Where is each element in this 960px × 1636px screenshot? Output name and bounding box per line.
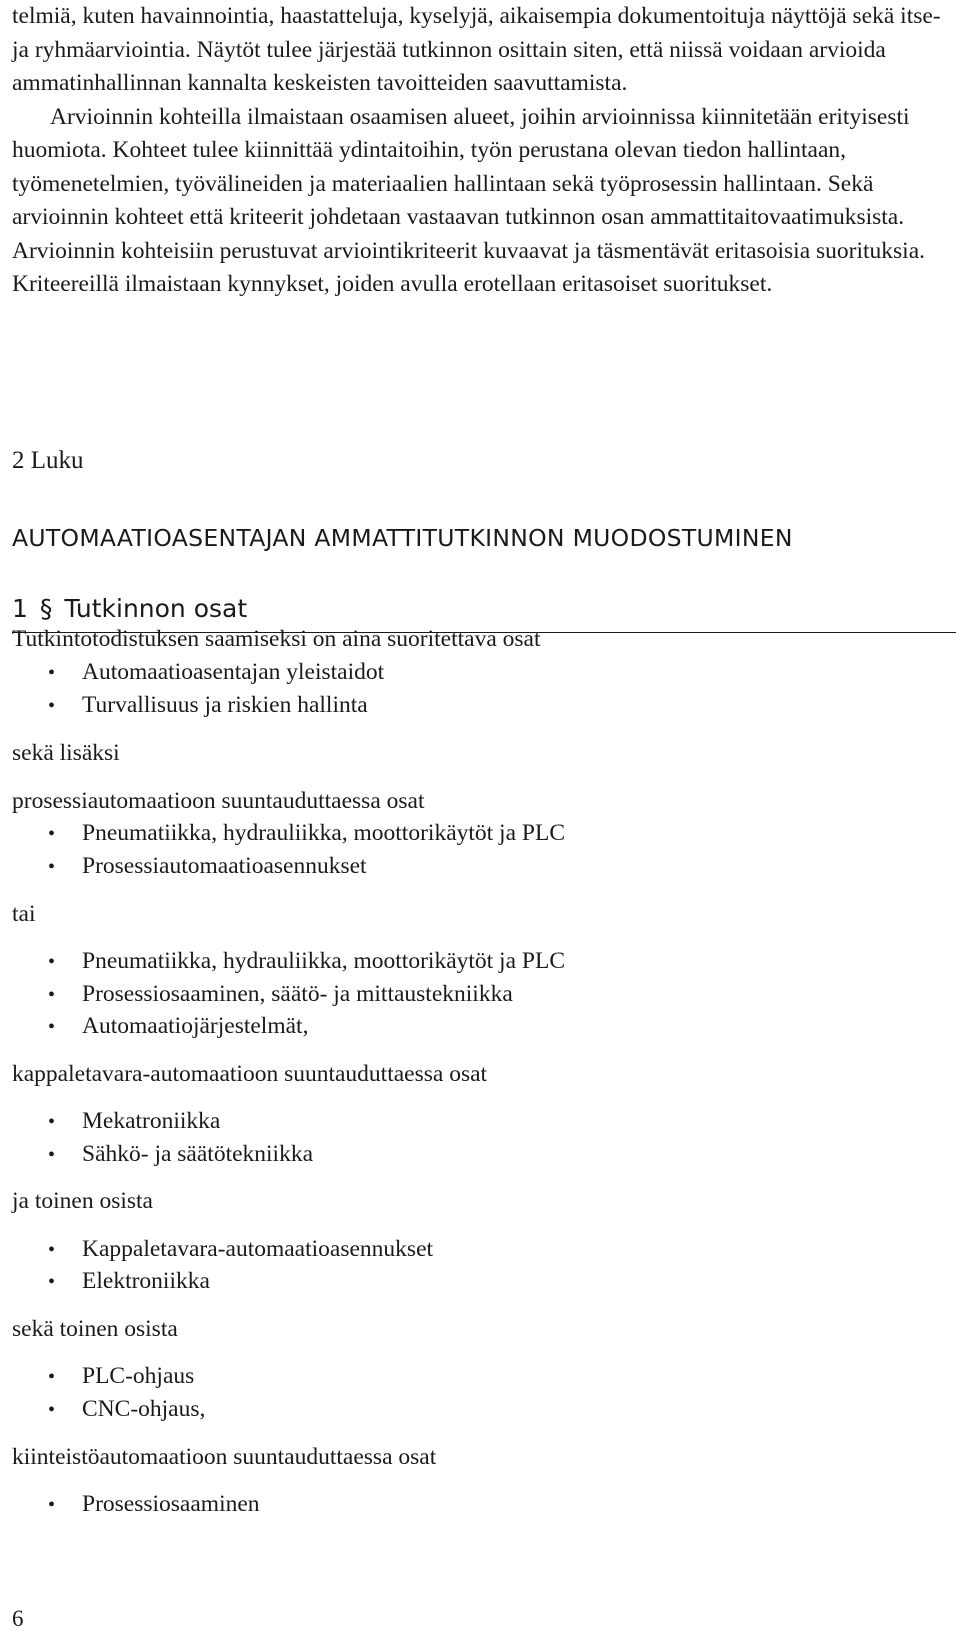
section-title: Tutkinnon osat: [64, 594, 248, 623]
list-item-label: Turvallisuus ja riskien hallinta: [82, 692, 368, 718]
process-intro: prosessiautomaatioon suuntauduttaessa osat: [12, 788, 425, 814]
list-item: [48, 1139, 313, 1170]
list-item-label: Sähkö- ja säätötekniikka: [82, 1141, 314, 1167]
page-number: 6: [12, 1606, 24, 1631]
list-item-label: Pneumatiikka, hydrauliikka, moottorikäytöt ja PLC: [82, 820, 565, 846]
bullet-icon: •: [48, 984, 56, 1006]
list-item: [48, 818, 565, 849]
list-item-label: Prosessiosaaminen: [82, 1491, 260, 1517]
list-item-label: PLC-ohjaus: [82, 1363, 195, 1389]
list-item: [48, 1234, 433, 1265]
list-item: [48, 1011, 308, 1042]
bullet-icon: •: [48, 1366, 56, 1388]
property-intro: kiinteistöautomaatioon suuntauduttaessa osat: [12, 1444, 437, 1470]
list-item: [48, 946, 565, 977]
list-item: [48, 1361, 194, 1392]
required-intro: Tutkintotodistuksen saamiseksi on aina suoritettava osat: [12, 626, 541, 652]
list-item-label: Prosessiosaaminen, säätö- ja mittaustekniikka: [82, 981, 513, 1007]
list-item-label: Prosessiautomaatioasennukset: [82, 853, 367, 879]
list-item-label: CNC-ohjaus,: [82, 1396, 206, 1422]
list-item-label: Kappaletavara-automaatioasennukset: [82, 1236, 434, 1262]
list-item: [48, 1489, 260, 1520]
bullet-icon: •: [48, 951, 56, 973]
section-symbol: §: [39, 594, 53, 623]
piece-intro: kappaletavara-automaatioon suuntauduttaessa osat: [12, 1061, 488, 1087]
bullet-icon: •: [48, 1016, 56, 1038]
bullet-icon: •: [48, 1271, 56, 1293]
list-item: [48, 690, 368, 721]
intro-paragraph-2: Arvioinnin kohteilla ilmaistaan osaamisen alueet, joihin arvioinnissa kiinnitetään erityisesti huomiota. Kohteet tulee kiinnittää ydintaitoihin, työn perustana olevan tiedon hallintaan, työmenetelmien, työvälineiden ja materiaalien hallintaan sekä työprosessin hallintaan. Sekä arvioinnin kohteet että kriteerit johdetaan vastaavan tutkinnon osan ammattitaitovaatimuksista. Arvioinnin kohteisiin perustuvat arviointikriteerit kuvaavat ja täsmentävät eritasoisia suorituksia. Kriteereillä ilmaistaan kynnykset, joiden avulla erotellaan eritasoiset suoritukset.: [12, 103, 926, 297]
list-item-label: Mekatroniikka: [82, 1108, 221, 1134]
in-addition-label: sekä lisäksi: [12, 740, 120, 766]
list-item: [48, 1106, 220, 1137]
or-label: tai: [12, 901, 36, 927]
bullet-icon: •: [48, 1494, 56, 1516]
bullet-icon: •: [48, 856, 56, 878]
intro-paragraph-1: telmiä, kuten havainnointia, haastatteluja, kyselyjä, aikaisempia dokumentoituja näyttöjä sekä itse- ja ryhmäarviointia. Näytöt tulee järjestää tutkinnon osittain siten, että niissä voidaan arvioida ammatinhallinnan kannalta keskeisten tavoitteiden saavuttamista.: [12, 3, 941, 96]
list-item-label: Automaatioasentajan yleistaidot: [82, 659, 385, 685]
list-item: [48, 851, 367, 882]
list-item: [48, 1394, 205, 1425]
list-item: [48, 979, 513, 1010]
main-heading: AUTOMAATIOASENTAJAN AMMATTITUTKINNON MUODOSTUMINEN: [12, 524, 793, 552]
bullet-icon: •: [48, 823, 56, 845]
list-item: [48, 1266, 210, 1297]
list-item: [48, 657, 384, 688]
bullet-icon: •: [48, 1239, 56, 1261]
bullet-icon: •: [48, 1144, 56, 1166]
list-item-label: Pneumatiikka, hydrauliikka, moottorikäytöt ja PLC: [82, 948, 565, 974]
bullet-icon: •: [48, 662, 56, 684]
section-number: 1: [12, 594, 28, 623]
bullet-icon: •: [48, 1111, 56, 1133]
list-item-label: Elektroniikka: [82, 1268, 210, 1294]
intro-text: [12, 0, 956, 302]
list-item-label: Automaatiojärjestelmät,: [82, 1013, 309, 1039]
chapter-label: 2 Luku: [12, 447, 84, 474]
one-of-label: ja toinen osista: [12, 1188, 153, 1214]
another-of-label: sekä toinen osista: [12, 1316, 178, 1342]
bullet-icon: •: [48, 1399, 56, 1421]
bullet-icon: •: [48, 695, 56, 717]
